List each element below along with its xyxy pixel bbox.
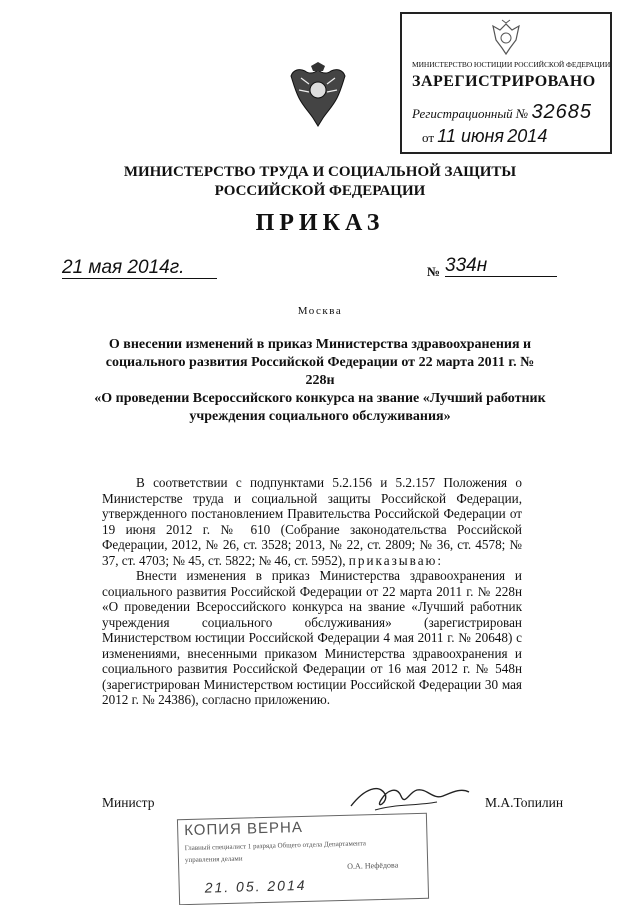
stamp-number: 32685 xyxy=(531,101,593,123)
order-word: приказываю: xyxy=(348,552,444,568)
ministry-line-1: МИНИСТЕРСТВО ТРУДА И СОЦИАЛЬНОЙ ЗАЩИТЫ xyxy=(123,164,517,180)
coat-of-arms-icon xyxy=(287,60,349,132)
order-number-label: № xyxy=(427,264,441,279)
stamp-ministry: МИНИСТЕРСТВО ЮСТИЦИИ РОССИЙСКОЙ ФЕДЕРАЦИИ xyxy=(412,60,611,69)
stamp-status: ЗАРЕГИСТРИРОВАНО xyxy=(412,73,596,90)
subject-line-2: социального развития Российской Федерации от 22 марта 2011 г. № 228н xyxy=(105,355,535,388)
paragraph-1 xyxy=(102,475,522,568)
paragraph-2: Внести изменения в приказ Министерства здравоохранения и социального развития Российской Федерации от 22 марта 2011 г. № 228н «О проведении Всероссийского конкурса на звание «Лучший работник учреждения социального обслуживания» (зарегистрирован Министерством юстиции Российской Федерации 4 мая 2011 г. № 20648) с изменениями, внесенными приказом Министерства здравоохранения и социального развития Российской Федерации от 16 мая 2012 г. № 548н (зарегистрирован Министерством юстиции Российской Федерации 30 мая 2012 г. № 24386), согласно приложению. xyxy=(102,568,522,707)
order-date: 21 мая 2014г. xyxy=(62,258,217,279)
paragraph-1-text: В соответствии с подпунктами 5.2.156 и 5.2.157 Положения о Министерстве труда и социальной защиты Российской Федерации, утвержденного постановлением Правительства Российской Федерации от 19 июня 2012 г. № 610 (Собрание законодательства Российской Федерации, 2012, № 26, ст. 3528; 2013, № 22, ст. 2809; № 36, ст. 4578; № 37, ст. 4703; № 45, ст. 5822; № 46, ст. 5952), xyxy=(102,475,522,568)
city: Москва xyxy=(297,305,343,317)
stamp-number-row xyxy=(412,101,592,124)
signature-name: М.А.Топилин xyxy=(485,795,564,810)
registration-stamp xyxy=(400,12,612,154)
stamp-date-prefix: от xyxy=(422,130,435,145)
ministry-line-2: РОССИЙСКОЙ ФЕДЕРАЦИИ xyxy=(214,183,426,199)
stamp-year: 2014 xyxy=(507,126,548,146)
copy-stamp xyxy=(177,813,429,905)
copy-stamp-department: управления делами xyxy=(184,854,243,865)
signature-title: Министр xyxy=(102,795,155,810)
stamp-date-row xyxy=(422,126,547,147)
copy-stamp-date: 21. 05. 2014 xyxy=(204,876,307,896)
subject-line-3: «О проведении Всероссийского конкурса на звание «Лучший работник xyxy=(94,391,546,406)
ministry-heading xyxy=(0,163,640,201)
stamp-date: 11 июня xyxy=(437,126,505,146)
subject-line-1: О внесении изменений в приказ Министерства здравоохранения и xyxy=(108,337,532,352)
stamp-number-label: Регистрационный № xyxy=(412,106,529,121)
subject-line-4: учреждения социального обслуживания» xyxy=(189,409,451,424)
copy-stamp-position: Главный специалист 1 разряда Общего отдела Департамента xyxy=(184,839,367,853)
emblem-icon xyxy=(488,18,524,58)
order-body xyxy=(102,475,522,708)
order-subject xyxy=(90,336,550,426)
copy-stamp-name: О.А. Нефёдова xyxy=(347,860,399,871)
copy-stamp-title: КОПИЯ ВЕРНА xyxy=(183,818,304,840)
document-type: ПРИКАЗ xyxy=(255,210,385,236)
order-number: 334н xyxy=(445,256,557,277)
